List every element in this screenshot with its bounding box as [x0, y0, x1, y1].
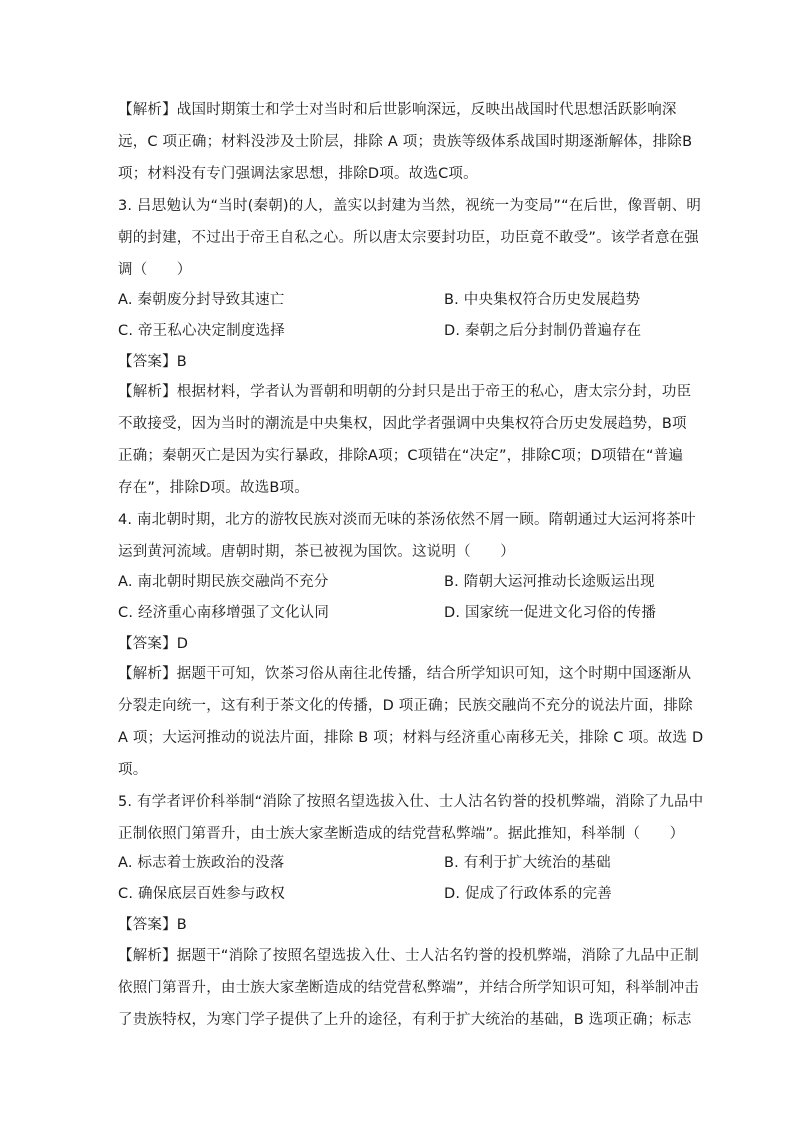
question-4-analysis: 分裂走向统一，这有利于茶文化的传播，D 项正确；民族交融尚不充分的说法片面，排除 — [118, 698, 693, 714]
question-5-option-b: B. 有利于扩大统治的基础 — [444, 855, 611, 871]
question-5-option-a: A. 标志着士族政治的没落 — [118, 855, 285, 871]
question-4-option-c: C. 经济重心南移增强了文化认同 — [118, 605, 330, 621]
question-3-stem: 调（ ） — [118, 262, 192, 278]
question-3-analysis: 【解析】根据材料，学者认为晋朝和明朝的分封只是出于帝王的私心，唐太宗分封，功臣 — [118, 384, 692, 400]
question-4-analysis: 项。 — [118, 762, 148, 778]
question-5-analysis: 依照门第晋升，由士族大家垄断造成的结党营私弊端”，并结合所学知识可知，科举制冲击 — [118, 980, 700, 996]
question-5-answer: 【答案】B — [118, 917, 187, 933]
question-3-option-c: C. 帝王私心决定制度选择 — [118, 323, 285, 339]
question-4-option-a: A. 南北朝时期民族交融尚不充分 — [118, 574, 329, 590]
question-4-stem: 运到黄河流域。唐朝时期，茶已被视为国饮。这说明（ ） — [118, 544, 515, 560]
question-5-option-d: D. 促成了行政体系的完善 — [444, 886, 612, 902]
question-5-option-c: C. 确保底层百姓参与政权 — [118, 886, 285, 902]
question-3-answer: 【答案】B — [118, 354, 187, 370]
question-4-analysis: 【解析】据题干可知，饮茶习俗从南往北传播，结合所学知识可知，这个时期中国逐渐从 — [118, 666, 692, 682]
question-5-stem: 正制依照门第晋升，由士族大家垄断造成的结党营私弊端”。据此推知，科举制（ ） — [118, 826, 685, 842]
question-3-option-d: D. 秦朝之后分封制仍普遍存在 — [444, 323, 642, 339]
analysis-line: 远，C 项正确；材料没涉及士阶层，排除 A 项；贵族等级体系战国时期逐渐解体，排除B — [118, 134, 693, 150]
question-3-option-b: B. 中央集权符合历史发展趋势 — [444, 292, 641, 308]
question-4-option-b: B. 隋朝大运河推动长途贩运出现 — [444, 574, 655, 590]
question-3-analysis: 正确；秦朝灭亡是因为实行暴政，排除A项；C项错在“决定”，排除C项；D项错在“普遍 — [118, 448, 684, 464]
analysis-line: 项；材料没有专门强调法家思想，排除D项。故选C项。 — [118, 166, 478, 182]
analysis-line: 【解析】战国时期策士和学士对当时和后世影响深远，反映出战国时代思想活跃影响深 — [118, 102, 677, 118]
question-3-stem: 朝的封建，不过出于帝王自私之心。所以唐太宗要封功臣，功臣竟不敢受”。该学者意在强 — [118, 230, 700, 246]
question-5-analysis: 【解析】据题干“消除了按照名望选拔入仕、士人沽名钓誉的投机弊端，消除了九品中正制 — [118, 948, 700, 964]
question-4-analysis: A 项；大运河推动的说法片面，排除 B 项；材料与经济重心南移无关，排除 C 项。故选 D — [118, 730, 704, 746]
question-3-analysis: 存在”，排除D项。故选B项。 — [118, 480, 309, 496]
question-4-answer: 【答案】D — [118, 636, 189, 652]
question-5-analysis: 了贵族特权，为寒门学子提供了上升的途径，有利于扩大统治的基础，B 选项正确；标志 — [118, 1012, 692, 1028]
question-4-stem: 4. 南北朝时期，北方的游牧民族对淡而无味的茶汤依然不屑一顾。隋朝通过大运河将茶叶 — [118, 512, 696, 528]
question-5-stem: 5. 有学者评价科举制“消除了按照名望选拔入仕、士人沽名钓誉的投机弊端，消除了九品中 — [118, 794, 704, 810]
question-3-analysis: 不敢接受，因为当时的潮流是中央集权，因此学者强调中央集权符合历史发展趋势，B项 — [118, 416, 687, 432]
question-3-option-a: A. 秦朝废分封导致其速亡 — [118, 292, 285, 308]
question-3-stem: 3. 吕思勉认为“当时(秦朝)的人，盖实以封建为当然，视统一为变局”“在后世，像晋朝、明 — [118, 198, 702, 214]
question-4-option-d: D. 国家统一促进文化习俗的传播 — [444, 605, 657, 621]
